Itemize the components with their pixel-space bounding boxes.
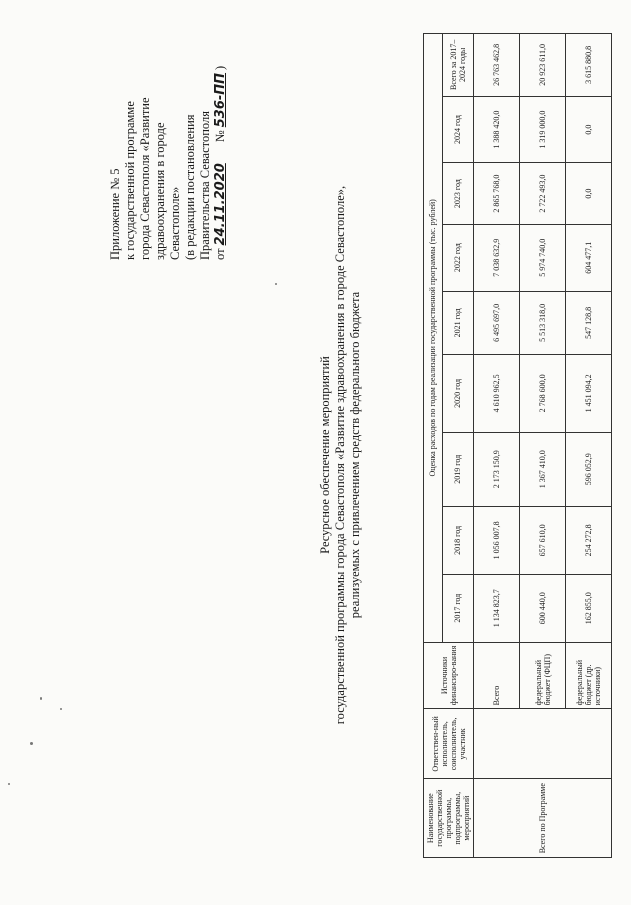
value-cell: 1 388 420,0 xyxy=(474,96,520,163)
header-year: 2019 год xyxy=(442,432,473,506)
number-prefix: № xyxy=(213,130,227,143)
header-year: 2018 год xyxy=(442,506,473,574)
value-cell: 5 513 318,0 xyxy=(520,291,566,355)
source-cell: федеральный бюджет (др. источники) xyxy=(566,642,612,709)
appendix-line: (в редакции постановления xyxy=(183,114,197,260)
title-line-2: государственной программы города Севастополя «Развитие здравоохранения в городе Севастополе», xyxy=(333,185,347,725)
table-row xyxy=(474,34,520,858)
date-prefix: от xyxy=(213,248,227,260)
executor-cell xyxy=(474,709,612,779)
value-cell: 596 052,9 xyxy=(566,432,612,506)
header-row xyxy=(424,34,443,858)
value-cell: 7 038 632,9 xyxy=(474,224,520,291)
value-cell: 26 763 462,8 xyxy=(474,34,520,97)
appendix-line: здравоохранения в городе xyxy=(153,122,167,260)
value-cell: 600 440,0 xyxy=(520,574,566,642)
header-year: 2017 год xyxy=(442,574,473,642)
value-cell: 162 855,0 xyxy=(566,574,612,642)
value-cell: 604 477,1 xyxy=(566,224,612,291)
value-cell: 1 451 094,2 xyxy=(566,355,612,433)
title-line-1: Ресурсное обеспечение мероприятий xyxy=(318,356,332,554)
source-cell: Всего xyxy=(474,642,520,709)
header-sources: Источники финансиро-вания xyxy=(424,642,474,709)
source-cell: федеральный бюджет (ФЦП) xyxy=(520,642,566,709)
header-total: Всего за 2017–2024 годы xyxy=(442,34,473,97)
value-cell: 2 173 150,9 xyxy=(474,432,520,506)
header-estimate: Оценка расходов по годам реализации государственной программы (тыс. рублей) xyxy=(424,34,443,643)
resource-table xyxy=(423,33,612,858)
appendix-line: Севастополе» xyxy=(168,186,182,260)
appendix-line: Приложение № 5 xyxy=(108,168,122,260)
scan-speck xyxy=(40,697,42,700)
scan-speck xyxy=(8,783,10,785)
value-cell: 2 722 493,0 xyxy=(520,163,566,224)
value-cell: 1 319 000,0 xyxy=(520,96,566,163)
value-cell: 20 923 611,0 xyxy=(520,34,566,97)
value-cell: 1 134 823,7 xyxy=(474,574,520,642)
appendix-line: Правительства Севастополя xyxy=(198,111,212,260)
value-cell: 1 056 007,8 xyxy=(474,506,520,574)
scan-speck xyxy=(60,708,62,710)
value-cell: 5 974 740,0 xyxy=(520,224,566,291)
value-cell: 547 128,8 xyxy=(566,291,612,355)
title-line-3: реализуемых с привлечением средств федерального бюджета xyxy=(348,291,362,619)
handwritten-number: 536-ПП xyxy=(213,72,228,128)
value-cell: 2 768 600,0 xyxy=(520,355,566,433)
header-year: 2020 год xyxy=(442,355,473,433)
header-executor: Ответствен-ный исполнитель, соисполнитель, участник xyxy=(424,709,474,779)
value-cell: 6 495 697,0 xyxy=(474,291,520,355)
scan-speck xyxy=(30,742,33,745)
value-cell: 657 610,0 xyxy=(520,506,566,574)
program-name-cell: Всего по Программе xyxy=(474,779,612,858)
value-cell: 0,0 xyxy=(566,163,612,224)
header-year: 2021 год xyxy=(442,291,473,355)
value-cell: 254 272,8 xyxy=(566,506,612,574)
value-cell: 0,0 xyxy=(566,96,612,163)
value-cell: 2 865 768,0 xyxy=(474,163,520,224)
value-cell: 4 610 962,5 xyxy=(474,355,520,433)
value-cell: 1 367 410,0 xyxy=(520,432,566,506)
appendix-header xyxy=(108,50,228,260)
header-year: 2024 год xyxy=(442,96,473,163)
appendix-line: к государственной программе xyxy=(123,101,137,260)
header-name: Наименование государственной программы, подпрограммы, мероприятий xyxy=(424,779,474,858)
document-title xyxy=(318,175,363,735)
header-year: 2023 год xyxy=(442,163,473,224)
handwritten-date: 24.11.2020 xyxy=(213,163,228,246)
appendix-line: города Севастополя «Развитие xyxy=(138,97,152,260)
value-cell: 3 615 880,8 xyxy=(566,34,612,97)
header-year: 2022 год xyxy=(442,224,473,291)
scan-speck xyxy=(275,283,277,285)
resolution-reference: от 24.11.2020 № 536-ПП ) xyxy=(213,65,228,260)
